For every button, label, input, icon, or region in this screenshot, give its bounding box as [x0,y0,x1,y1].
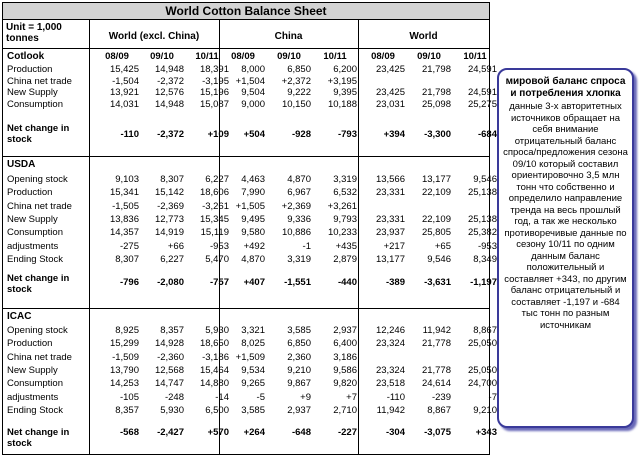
table-cell: -3,186 [202,351,229,363]
row-label: Production [7,187,53,199]
table-cell: -3,195 [202,75,229,87]
table-cell: 10,886 [281,227,311,239]
table-cell: 21,798 [421,64,451,75]
table-cell: +2,369 [281,200,311,212]
table-cell: 13,836 [109,213,139,225]
table-cell: -2,427 [157,427,184,438]
row-label: Consumption [7,227,63,239]
table-row [3,64,497,75]
row-label: New Supply [7,87,58,98]
table-cell: +66 [167,240,184,252]
table-cell: 5,930 [160,404,184,416]
table-cell: 09/10 [277,51,301,62]
table-cell: 25,275 [467,98,497,110]
table-row [3,98,497,110]
table-cell: 15,341 [109,187,139,199]
table-row [3,352,489,363]
table-cell: +65 [434,240,451,252]
table-cell: 23,324 [375,364,405,376]
table-cell: 9,504 [241,87,265,98]
table-cell: 2,710 [333,404,357,416]
table-cell: -1,197 [470,277,497,288]
net-change-row [3,427,497,449]
table-row [3,201,489,212]
table-cell: 24,591 [467,64,497,75]
section-rule [3,156,489,157]
table-cell: 9,586 [333,364,357,376]
table-cell: 7,990 [241,187,265,199]
table-cell: -227 [337,427,357,438]
table-cell: +1,504 [235,75,265,87]
table-cell: +394 [383,129,405,140]
table-cell: -1,551 [284,277,311,288]
table-cell: 2,937 [333,325,357,336]
table-cell: -2,360 [157,351,184,363]
table-cell: 25,805 [421,227,451,239]
table-cell: 6,850 [287,64,311,75]
table-cell: +217 [383,240,405,252]
table-cell: 3,319 [287,253,311,265]
table-cell: +7 [346,391,357,403]
table-cell: 25,098 [421,98,451,110]
table-cell: 14,357 [109,227,139,239]
table-cell: 10/11 [463,51,487,62]
table-cell: +109 [207,129,229,140]
table-cell: -389 [385,277,405,288]
table-cell: -14 [215,391,229,403]
row-label: New Supply [7,364,58,376]
table-row [3,325,497,336]
balance-sheet-table [2,2,497,455]
table-cell: -568 [119,427,139,438]
table-cell: -648 [291,427,311,438]
row-label: adjustments [7,391,59,403]
table-cell: 9,580 [241,227,265,239]
table-cell: +504 [243,129,265,140]
table-cell: -1,505 [112,200,139,212]
section-title: ICAC [7,311,32,322]
table-cell: 4,463 [241,174,265,185]
row-label: adjustments [7,240,59,252]
table-cell: 09/10 [150,51,174,62]
table-cell: 09/10 [417,51,441,62]
table-cell: 9,867 [287,378,311,390]
table-cell: 12,568 [154,364,184,376]
table-cell: 3,186 [333,351,357,363]
table-cell: 14,253 [109,378,139,390]
row-label: Ending Stock [7,404,63,416]
table-cell: 08/09 [231,51,255,62]
table-cell: 14,747 [154,378,184,390]
table-cell: 10/11 [323,51,347,62]
table-cell: 13,177 [421,174,451,185]
table-cell: -105 [119,391,139,403]
table-cell: -2,080 [157,277,184,288]
net-change-row [3,123,497,145]
table-cell: 4,870 [287,174,311,185]
table-cell: 6,200 [333,64,357,75]
table-cell: 2,360 [287,351,311,363]
table-cell: +3,195 [327,75,357,87]
table-cell: 8,867 [473,325,497,336]
table-cell: -304 [385,427,405,438]
table-cell: 23,518 [375,378,405,390]
table-cell: 12,246 [375,325,405,336]
table-cell: -239 [431,391,451,403]
table-cell: 15,345 [199,213,229,225]
table-cell: -5 [256,391,265,403]
table-cell: 9,265 [241,378,265,390]
table-cell: +1,509 [235,351,265,363]
row-label: New Supply [7,213,58,225]
table-cell: -757 [209,277,229,288]
table-cell: 4,870 [241,253,265,265]
row-label: China net trade [7,75,72,87]
group-header-world: World [409,31,438,42]
row-label: Ending Stock [7,253,63,265]
row-label: China net trade [7,200,72,212]
table-row [3,76,489,87]
table-cell: 23,331 [375,213,405,225]
table-cell: 24,700 [467,378,497,390]
table-cell: 23,425 [375,87,405,98]
table-cell: 9,222 [287,87,311,98]
table-cell: 25,050 [467,338,497,350]
table-cell: +3,261 [327,200,357,212]
table-cell: 6,400 [333,338,357,350]
row-label: Opening stock [7,174,68,185]
table-cell: 2,879 [333,253,357,265]
table-cell: 6,227 [205,174,229,185]
commentary-callout [497,68,634,428]
table-cell: 8,925 [115,325,139,336]
table-row [3,364,497,376]
table-row [3,391,497,403]
table-cell: +1,505 [235,200,265,212]
table-cell: -2,369 [157,200,184,212]
table-cell: +435 [335,240,357,252]
table-cell: 15,119 [200,227,229,239]
table-cell: 3,319 [333,174,357,185]
table-cell: 11,942 [422,325,451,336]
table-cell: +492 [243,240,265,252]
table-cell: -7 [488,391,497,403]
table-cell: 6,850 [287,338,311,350]
table-cell: 14,031 [109,98,139,110]
table-cell: 21,778 [421,364,451,376]
table-cell: 9,103 [115,174,139,185]
table-cell: -796 [119,277,139,288]
table-cell: 18,650 [199,338,229,350]
row-label: Net change in stock [7,427,70,449]
sheet-title: World Cotton Balance Sheet [3,3,489,20]
table-cell: 25,138 [467,187,497,199]
table-cell: -1 [302,240,311,252]
table-cell: 6,500 [205,404,229,416]
table-cell: 13,177 [375,253,405,265]
table-cell: 8,357 [115,404,139,416]
row-label: Net change in stock [7,123,70,145]
table-cell: +264 [243,427,265,438]
table-cell: +407 [243,277,265,288]
table-cell: -3,300 [424,129,451,140]
table-cell: 9,820 [333,378,357,390]
group-header-world-excl-china: World (excl. China) [108,31,200,42]
table-row [3,213,497,225]
table-cell: 15,299 [109,338,139,350]
table-cell: +570 [207,427,229,438]
table-cell: -248 [164,391,184,403]
table-cell: 9,495 [241,213,265,225]
table-cell: 14,948 [154,64,184,75]
table-cell: -110 [120,129,139,140]
table-cell: 9,395 [333,87,357,98]
table-row [3,187,497,199]
table-cell: 6,967 [287,187,311,199]
table-cell: -1,509 [112,351,139,363]
table-cell: 12,773 [154,213,184,225]
row-label: Production [7,338,53,350]
table-cell: 10,233 [327,227,357,239]
table-cell: 10,150 [281,98,311,110]
section-title: Cotlook [7,51,45,62]
table-cell: -2,372 [157,129,184,140]
section-title: USDA [7,159,36,170]
table-cell: 14,880 [199,378,229,390]
table-cell: 10/11 [195,51,219,62]
table-cell: 10,188 [327,98,357,110]
table-cell: 9,793 [333,213,357,225]
table-cell: 3,585 [241,404,265,416]
table-cell: 08/09 [105,51,129,62]
table-cell: 9,546 [427,253,451,265]
table-cell: 9,336 [287,213,311,225]
callout-heading: мировой баланс спроса и потребления хлопка [505,76,626,99]
table-cell: -2,372 [157,75,184,87]
table-cell: -3,631 [424,277,451,288]
table-cell: 23,331 [375,187,405,199]
table-row [3,227,497,239]
row-label: China net trade [7,351,72,363]
table-cell: 15,196 [199,87,229,98]
table-cell: 14,948 [154,98,184,110]
table-row [3,240,497,252]
table-cell: 15,087 [199,98,229,110]
table-cell: 6,227 [160,253,184,265]
table-cell: 18,606 [199,187,229,199]
table-cell: 2,937 [287,404,311,416]
table-cell: 21,798 [421,87,451,98]
table-cell: 13,566 [375,174,405,185]
section-rule [3,308,489,309]
table-cell: +9 [300,391,311,403]
table-cell: 11,942 [376,404,405,416]
group-header-china: China [274,31,303,42]
year-header-row [3,51,489,62]
table-cell: 25,050 [467,364,497,376]
table-cell: -684 [477,129,497,140]
table-cell: 23,937 [375,227,405,239]
table-cell: 23,425 [375,64,405,75]
table-row [3,253,497,265]
table-cell: -928 [291,129,311,140]
table-cell: 9,210 [473,404,497,416]
table-cell: 6,532 [333,187,357,199]
table-cell: 13,921 [109,87,139,98]
table-cell: -440 [337,277,357,288]
table-cell: 8,349 [473,253,497,265]
table-cell: 8,357 [160,325,184,336]
row-label: Consumption [7,378,63,390]
table-cell: 5,930 [205,325,229,336]
table-row [3,338,497,350]
unit-label: Unit = 1,000 tonnes [6,22,62,44]
table-cell: 12,576 [154,87,184,98]
table-cell: 23,031 [375,98,405,110]
table-cell: 24,591 [467,87,497,98]
table-cell: 8,307 [115,253,139,265]
table-row [3,378,497,390]
table-cell: -1,504 [112,75,139,87]
table-cell: 25,382 [467,227,497,239]
table-cell: 9,210 [287,364,311,376]
table-cell: 3,321 [241,325,265,336]
header-rule [3,48,489,49]
table-cell: 22,109 [421,213,451,225]
row-label: Net change in stock [7,273,70,295]
table-cell: -110 [386,391,405,403]
table-cell: -793 [337,129,357,140]
table-cell: 23,324 [375,338,405,350]
table-row [3,87,497,98]
table-cell: 25,138 [467,213,497,225]
callout-text: данные 3-х авторитетных источников обращает на себя внимание отрицательный баланс спроса/предложения сезона 09/10 который составил ориентировочно 3,5 млн тонн что собственно и определило направление тренда на весь прошлый год, а так же несколько противоречивые данные по сезону 10/11 по одним данным баланс положительный и составляет +343, по другим баланс отрицательный и составляет -1,197 и -684 тыс тонн по разным источникам [503,101,628,331]
table-cell: -3,075 [424,427,451,438]
table-cell: 8,025 [241,338,265,350]
row-label: Opening stock [7,325,68,336]
table-cell: 8,000 [241,64,265,75]
row-label: Production [7,64,53,75]
table-cell: -953 [209,240,229,252]
table-row [3,404,497,416]
table-cell: 8,867 [427,404,451,416]
table-cell: -3,261 [202,200,229,212]
table-cell: 24,614 [421,378,451,390]
table-cell: -953 [477,240,497,252]
table-cell: 14,919 [154,227,184,239]
table-cell: 14,928 [154,338,184,350]
table-cell: 18,391 [199,64,229,75]
table-cell: 15,464 [199,364,229,376]
table-cell: 9,546 [473,174,497,185]
table-cell: +343 [475,427,497,438]
table-cell: 22,109 [421,187,451,199]
table-cell: 08/09 [371,51,395,62]
table-cell: 5,470 [205,253,229,265]
row-label: Consumption [7,98,63,110]
table-cell: 3,585 [287,325,311,336]
table-cell: 9,534 [241,364,265,376]
table-cell: +2,372 [281,75,311,87]
table-cell: 13,790 [109,364,139,376]
table-cell: 15,425 [109,64,139,75]
table-cell: 8,307 [160,174,184,185]
table-cell: 21,778 [421,338,451,350]
net-change-row [3,273,497,295]
table-cell: -275 [119,240,139,252]
table-row [3,174,497,185]
table-cell: 15,142 [154,187,184,199]
table-cell: 9,000 [241,98,265,110]
